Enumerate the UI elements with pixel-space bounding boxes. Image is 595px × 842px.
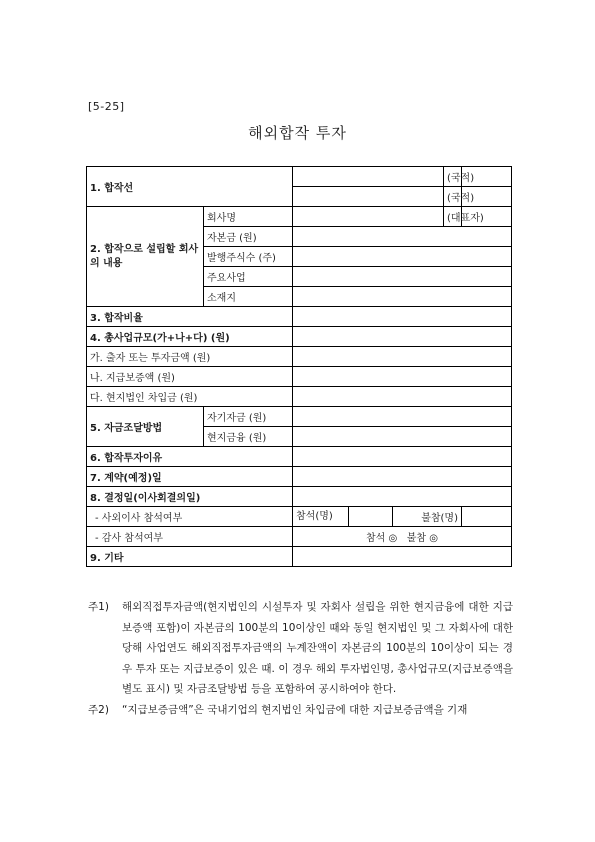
partner-row-1 xyxy=(87,167,512,187)
local-finance-field[interactable] xyxy=(293,427,512,447)
scale-field[interactable] xyxy=(293,327,512,347)
nationality-label-1: (국적) xyxy=(444,167,462,187)
business-field[interactable] xyxy=(293,267,512,287)
shares-label: 발행주식수 (주) xyxy=(204,247,293,267)
own-funds-label: 자기자금 (원) xyxy=(204,407,293,427)
investment-amount-field[interactable] xyxy=(293,347,512,367)
company-name-field[interactable] xyxy=(293,207,444,227)
outside-director-row xyxy=(87,507,512,527)
other-row xyxy=(87,547,512,567)
scale-item-row-b xyxy=(87,367,512,387)
nationality-label-2: (국적) xyxy=(444,187,462,207)
company-label: 2. 합작으로 설립할 회사의 내용 xyxy=(87,207,204,307)
footnote-1-mark: 주1) xyxy=(88,601,109,613)
footnote-2 xyxy=(88,700,513,721)
reason-label: 6. 합작투자이유 xyxy=(87,447,293,467)
representative-label: (대표자) xyxy=(444,207,462,227)
investment-amount-label: 가. 출자 또는 투자금액 (원) xyxy=(87,347,293,367)
partner-name-field-2[interactable] xyxy=(293,187,444,207)
auditor-label: - 감사 참석여부 xyxy=(87,527,293,547)
other-label: 9. 기타 xyxy=(87,547,293,567)
own-funds-field[interactable] xyxy=(293,407,512,427)
footnote-1 xyxy=(88,597,513,700)
contract-row xyxy=(87,467,512,487)
contract-date-field[interactable] xyxy=(293,467,512,487)
footnote-2-text: “지급보증금액”은 국내기업의 현지법인 차입금에 대한 지급보증금액을 기재 xyxy=(122,703,468,716)
disclosure-form-table xyxy=(86,166,512,567)
partner-label: 1. 합작선 xyxy=(87,167,293,207)
capital-label: 자본금 (원) xyxy=(204,227,293,247)
reason-field[interactable] xyxy=(293,447,512,467)
funding-label: 5. 자금조달방법 xyxy=(87,407,204,447)
present-count-label: 참석(명) xyxy=(296,511,333,522)
scale-item-row-a xyxy=(87,347,512,367)
ratio-field[interactable] xyxy=(293,307,512,327)
decision-date-label: 8. 결정일(이사회결의일) xyxy=(87,487,293,507)
auditor-attendance-options[interactable]: 참석 ◎ 불참 ◎ xyxy=(293,527,512,547)
absent-count-label: 불참(명) xyxy=(393,507,462,527)
auditor-row xyxy=(87,527,512,547)
page-title: 해외합작 투자 xyxy=(248,124,347,142)
footnote-2-mark: 주2) xyxy=(88,703,109,716)
absent-count-field[interactable] xyxy=(462,507,512,527)
local-finance-label: 현지금융 (원) xyxy=(204,427,293,447)
outside-director-present-cell xyxy=(293,507,393,527)
decision-date-field[interactable] xyxy=(293,487,512,507)
contract-date-label: 7. 계약(예정)일 xyxy=(87,467,293,487)
scale-label: 4. 총사업규모(가+나+다) (원) xyxy=(87,327,293,347)
capital-field[interactable] xyxy=(293,227,512,247)
outside-director-label: - 사외이사 참석여부 xyxy=(87,507,293,527)
guarantee-amount-label: 나. 지급보증액 (원) xyxy=(87,367,293,387)
location-field[interactable] xyxy=(293,287,512,307)
company-row-name xyxy=(87,207,512,227)
scale-item-row-c xyxy=(87,387,512,407)
guarantee-amount-field[interactable] xyxy=(293,367,512,387)
decision-row xyxy=(87,487,512,507)
form-code: [5-25] xyxy=(88,100,125,113)
shares-field[interactable] xyxy=(293,247,512,267)
ratio-label: 3. 합작비율 xyxy=(87,307,293,327)
present-count-field[interactable] xyxy=(348,507,392,526)
local-borrowing-field[interactable] xyxy=(293,387,512,407)
location-label: 소재지 xyxy=(204,287,293,307)
reason-row xyxy=(87,447,512,467)
company-name-label: 회사명 xyxy=(204,207,293,227)
footnotes xyxy=(88,597,513,720)
ratio-row xyxy=(87,307,512,327)
business-label: 주요사업 xyxy=(204,267,293,287)
funding-row-own xyxy=(87,407,512,427)
other-field[interactable] xyxy=(293,547,512,567)
local-borrowing-label: 다. 현지법인 차입금 (원) xyxy=(87,387,293,407)
footnote-1-text: 해외직접투자금액(현지법인의 시설투자 및 자회사 설립을 위한 현지금융에 대한 지급보증액 포함)이 자본금의 100분의 10이상인 때와 동일 현지법인 및 그 자회사에 대한 당해 사업연도 해외직접투자금액의 누계잔액이 자본금의 100분의 10이상이 되는 경우 투자 또는 지급보증이 있은 때. 이 경우 해외 투자법인명, 총사업규모(지급보증액을 별도 표시) 및 자금조달방법 등을 포함하여 공시하여야 한다. xyxy=(122,601,513,695)
partner-name-field-1[interactable] xyxy=(293,167,444,187)
scale-row xyxy=(87,327,512,347)
